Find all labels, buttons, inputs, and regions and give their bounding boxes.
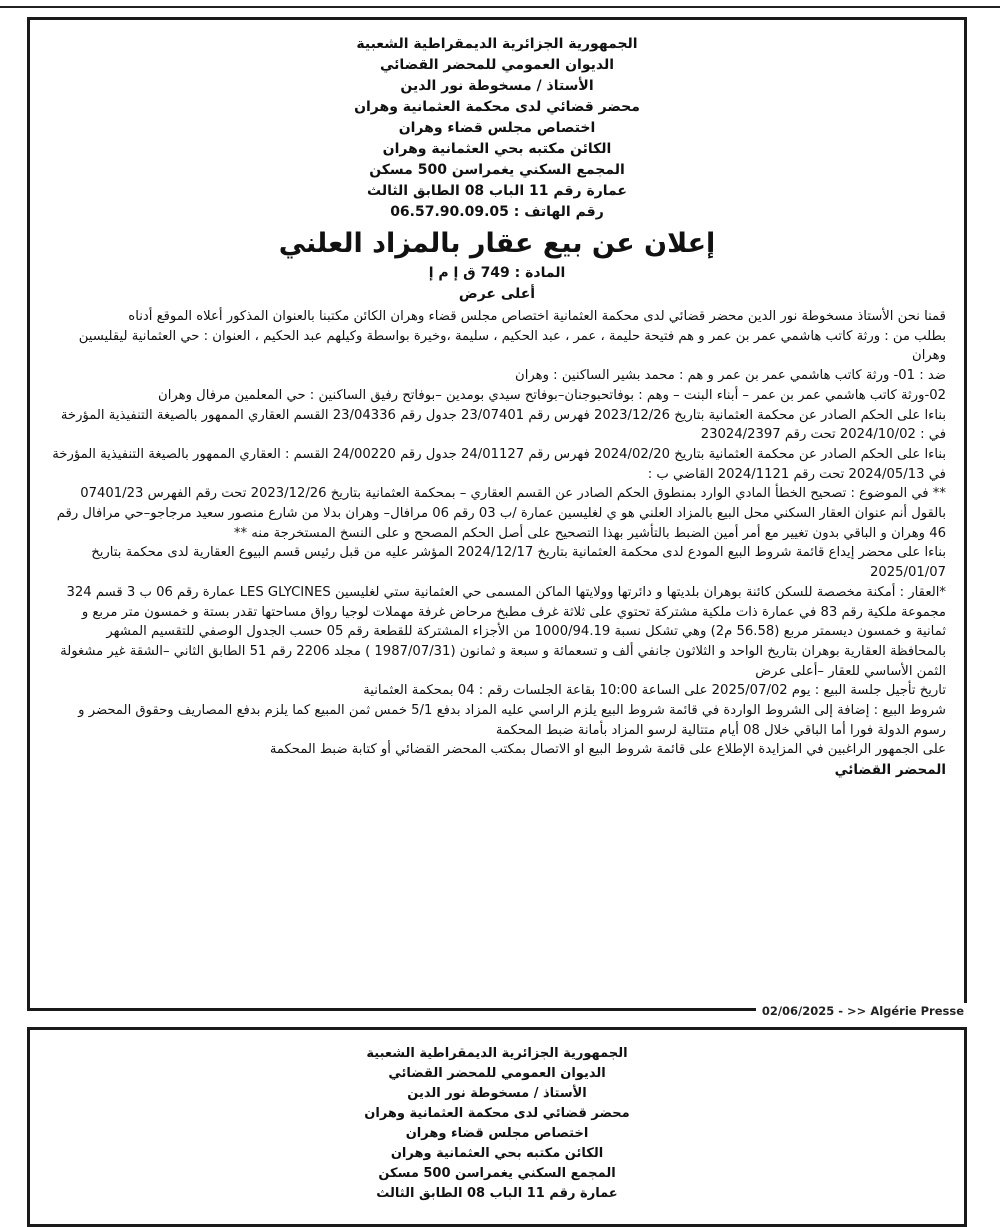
article-reference: المادة : 749 ق إ م إ: [428, 265, 566, 281]
body-paragraph: ضد : 01- ورثة كاتب هاشمي عمر بن عمر و هم : محمد بشير الساكنين : وهران: [515, 368, 946, 384]
body-paragraph: بناءا على الحكم الصادر عن محكمة العثمانية بتاريخ 2023/12/26 فهرس رقم 23/07401 جدول رقم 23/04336 القسم العقاري الممهور بالصيغة التنفيذية المؤرخة في : 2024/10/02 تحت رقم 23024/2397: [60, 407, 946, 443]
header-line: الديوان العمومي للمحضر القضائي: [379, 57, 615, 73]
notice-header: [48, 34, 946, 223]
header-line: المجمع السكني يغمراسن 500 مسكن: [378, 1166, 616, 1181]
body-paragraph: 02-ورثة كاتب هاشمي عمر بن عمر – أبناء البنت – وهم : بوفاتحبوجنان–بوفاتح سيدي بومدين –بوفاتح رفيق الساكنين : حي المعلمين مرفال وهران: [158, 387, 946, 403]
header-line: الأستاذ / مسخوطة نور الدين: [400, 78, 594, 94]
body-paragraph: قمنا نحن الأستاذ مسخوطة نور الدين محضر قضائي لدى محكمة العثمانية اختصاص مجلس قضاء وهران الكائن مكتبنا بالعنوان المذكور أعلاه الموقع أدناه: [128, 309, 946, 324]
notice-body: [48, 307, 946, 760]
publication-footer: 02/06/2025 - >> Algérie Presse: [756, 1003, 970, 1019]
body-paragraph: على الجمهور الراغبين في المزايدة الإطلاع على قائمة شروط البيع او الاتصال بمكتب المحضر القضائي أو كتابة ضبط المحكمة: [269, 742, 946, 758]
body-paragraph: بطلب من : ورثة كاتب هاشمي عمر بن عمر و هم فتيحة حليمة ، عمر ، عبد الحكيم ، سليمة ،وخيرة بواسطة وكيلهم عبد الحكيم ، العنوان : حي العثمانية ليقليسين وهران: [78, 328, 946, 364]
header-line: عمارة رقم 11 الباب 08 الطابق الثالث: [376, 1186, 618, 1201]
header-line: الجمهورية الجزائرية الديمقراطية الشعبية: [366, 1046, 628, 1061]
top-rule: [0, 6, 1000, 8]
header-line: المجمع السكني يغمراسن 500 مسكن: [369, 162, 625, 178]
header-line: اختصاص مجلس قضاء وهران: [398, 120, 596, 136]
header-line: الأستاذ / مسخوطة نور الدين: [407, 1086, 587, 1101]
header-line: اختصاص مجلس قضاء وهران: [405, 1126, 589, 1141]
body-paragraph: بناءا على محضر إيداع قائمة شروط البيع المودع لدى محكمة العثمانية بتاريخ 2024/12/17 المؤشر عليه من قبل رئيس قسم البيوع العقارية لدى محكمة بتاريخ 2025/01/07: [91, 545, 946, 581]
header-line: الكائن مكتبه بحي العثمانية وهران: [382, 141, 612, 157]
header-line: الكائن مكتبه بحي العثمانية وهران: [390, 1146, 604, 1161]
body-paragraph: بناءا على الحكم الصادر عن محكمة العثمانية بتاريخ 2024/02/20 فهرس رقم 24/01127 جدول رقم 24/00220 القسم : العقاري الممهور بالصيغة التنفيذية المؤرخة في 2024/05/13 تحت رقم 2024/1121 القاضي ب :: [52, 446, 946, 482]
notice-header: [48, 1044, 946, 1204]
body-paragraph: تاريخ تأجيل جلسة البيع : يوم 2025/07/02 على الساعة 10:00 بقاعة الجلسات رقم : 04 بمحكمة العثمانية: [363, 683, 946, 699]
body-paragraph: الثمن الأساسي للعقار –أعلى عرض: [755, 663, 946, 679]
notice-title: إعلان عن بيع عقار بالمزاد العلني: [278, 228, 716, 259]
highest-offer-label: أعلى عرض: [458, 286, 536, 302]
body-paragraph: شروط البيع : إضافة إلى الشروط الواردة في قائمة شروط البيع يلزم الراسي عليه المزاد بدفع 5/1 خمس ثمن المبيع كما يلزم بدفع المصاريف وحقوق المحضر و رسوم الدولة فورا أما الباقي خلال 08 أيام متتالية لرسو المزاد بأمانة ضبط المحكمة: [78, 703, 946, 738]
body-paragraph: ** في الموضوع : تصحيح الخطأ المادي الوارد بمنطوق الحكم الصادر عن القسم العقاري – بمحكمة العثمانية بتاريخ 2023/12/26 تحت رقم الفهرس 07401/23 بالقول أنم عنوان العقار السكني محل البيع بالمزاد العلني هو ي لغليسين عمارة /ب 03 رقم 06 مرافال– وهران بدلا من شارع منصور سعيد مرجاجو–حي مرافال رقم 46 وهران و الباقي بدون تغيير مع أمر أمين الضبط بالتأشير بهذا التصحيح على أصل الحكم المصحح و على النسخ المستخرجة منه **: [56, 486, 946, 541]
header-line: الجمهورية الجزائرية الديمقراطية الشعبية: [356, 36, 638, 52]
header-line: الديوان العمومي للمحضر القضائي: [388, 1066, 606, 1081]
header-line: محضر قضائي لدى محكمة العثمانية وهران: [354, 99, 640, 115]
body-paragraph: *العقار : أمكنة مخصصة للسكن كائنة بوهران بلديتها و دائرتها وولايتها الماكن المسمى حي العثمانية ستي لغليسين LES GLYCINES عمارة رقم 06 ب 3 قسم 324 مجموعة ملكية رقم 83 في عمارة ذات ملكية مشتركة تحتوي على ثلاثة غرف مطبخ مرحاض غرفة مهملات لوجيا رواق مساحتها تقدر بستة و خمسون متر مربع و ثمانية و خمسون ديسمتر مربع (56.58 م2) وهي تشكل نسبة 1000/94.19 من الأجزاء المشتركة للقطعة رقم 05 حسب الجدول الوصفي للتقسيم المشهر بالمحافظة العقارية بوهران بتاريخ الواحد و الثلاثون جانفي ألف و تسعمائة و سبعة و ثمانون (1987/07/31 ) مجلد 2206 رقم 51 الطابق الثاني –الشقة غير مشغولة: [60, 584, 946, 659]
auction-notice: [27, 17, 967, 1011]
header-line: محضر قضائي لدى محكمة العثمانية وهران: [364, 1106, 630, 1121]
header-line: رقم الهاتف : 06.57.90.09.05: [390, 204, 604, 220]
auction-notice-second: [27, 1027, 967, 1227]
signature: المحضر القضائي: [834, 762, 946, 779]
header-line: عمارة رقم 11 الباب 08 الطابق الثالث: [367, 183, 627, 199]
